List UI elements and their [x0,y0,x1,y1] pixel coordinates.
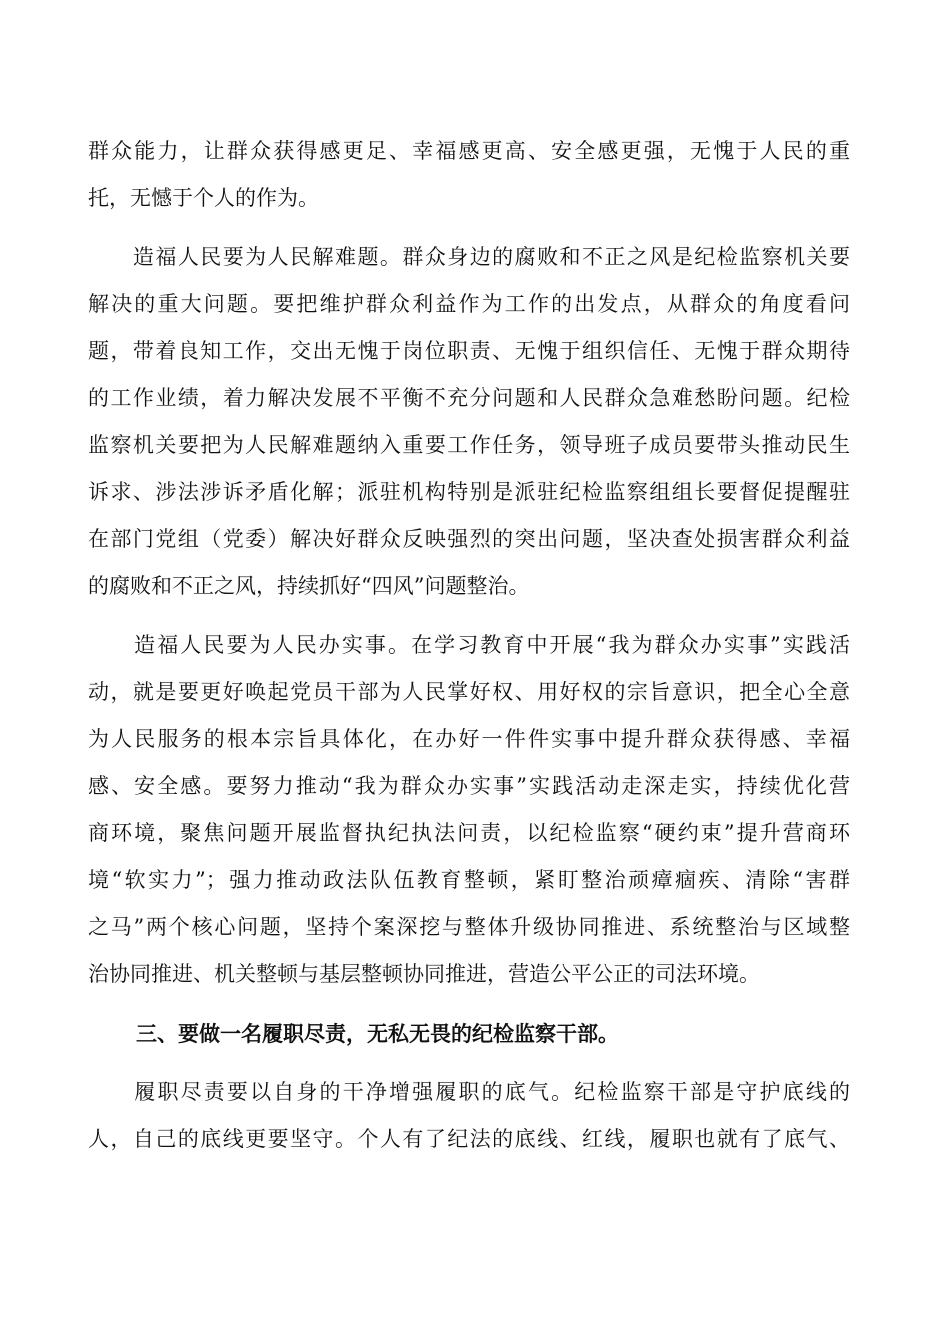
text-line: 感、安全感。要努力推动“我为群众办实事”实践活动走深走实，持续优化营 [88,774,850,798]
text-line: 之马”两个核心问题，坚持个案深挖与整体升级协同推进、系统整治与区域整 [88,915,850,939]
text-line: 在部门党组（党委）解决好群众反映强烈的突出问题，坚决查处损害群众利益 [88,527,850,551]
text-line: 的工作业绩，着力解决发展不平衡不充分问题和人民群众急难愁盼问题。纪检 [88,386,850,410]
text-line: 的腐败和不正之风，持续抓好“四风”问题整治。 [88,574,530,598]
text-line: 解决的重大问题。要把维护群众利益作为工作的出发点，从群众的角度看问 [88,292,850,316]
text-line: 履职尽责要以自身的干净增强履职的底气。纪检监察干部是守护底线的 [88,1080,850,1104]
text-line: 监察机关要把为人民解难题纳入重要工作任务，领导班子成员要带头推动民生 [88,433,850,457]
paragraph [88,128,850,222]
text-line: 题，带着良知工作，交出无愧于岗位职责、无愧于组织信任、无愧于群众期待 [88,339,850,363]
text-line: 诉求、涉法涉诉矛盾化解；派驻机构特别是派驻纪检监察组组长要督促提醒驻 [88,480,850,504]
section-heading: 三、要做一名履职尽责，无私无畏的纪检监察干部。 [136,1021,619,1046]
text-line: 造福人民要为人民办实事。在学习教育中开展“我为群众办实事”实践活 [88,633,850,657]
text-line: 商环境，聚焦问题开展监督执纪执法问责，以纪检监察“硬约束”提升营商环 [88,821,850,845]
document-body [88,128,850,1163]
text-line: 群众能力，让群众获得感更足、幸福感更高、安全感更强，无愧于人民的重 [88,139,850,163]
paragraph [88,622,850,998]
text-line: 托，无憾于个人的作为。 [88,186,319,210]
text-line: 治协同推进、机关整顿与基层整顿协同推进，营造公平公正的司法环境。 [88,962,760,986]
text-line: 造福人民要为人民解难题。群众身边的腐败和不正之风是纪检监察机关要 [88,245,850,269]
text-line: 人，自己的底线更要坚守。个人有了纪法的底线、红线，履职也就有了底气、 [88,1127,850,1151]
paragraph [88,1069,850,1163]
text-line: 为人民服务的根本宗旨具体化，在办好一件件实事中提升群众获得感、幸福 [88,727,850,751]
text-line: 动，就是要更好唤起党员干部为人民掌好权、用好权的宗旨意识，把全心全意 [88,680,850,704]
text-line: 境“软实力”；强力推动政法队伍教育整顿，紧盯整治顽瘴痼疾、清除“害群 [88,868,850,892]
paragraph [88,234,850,610]
